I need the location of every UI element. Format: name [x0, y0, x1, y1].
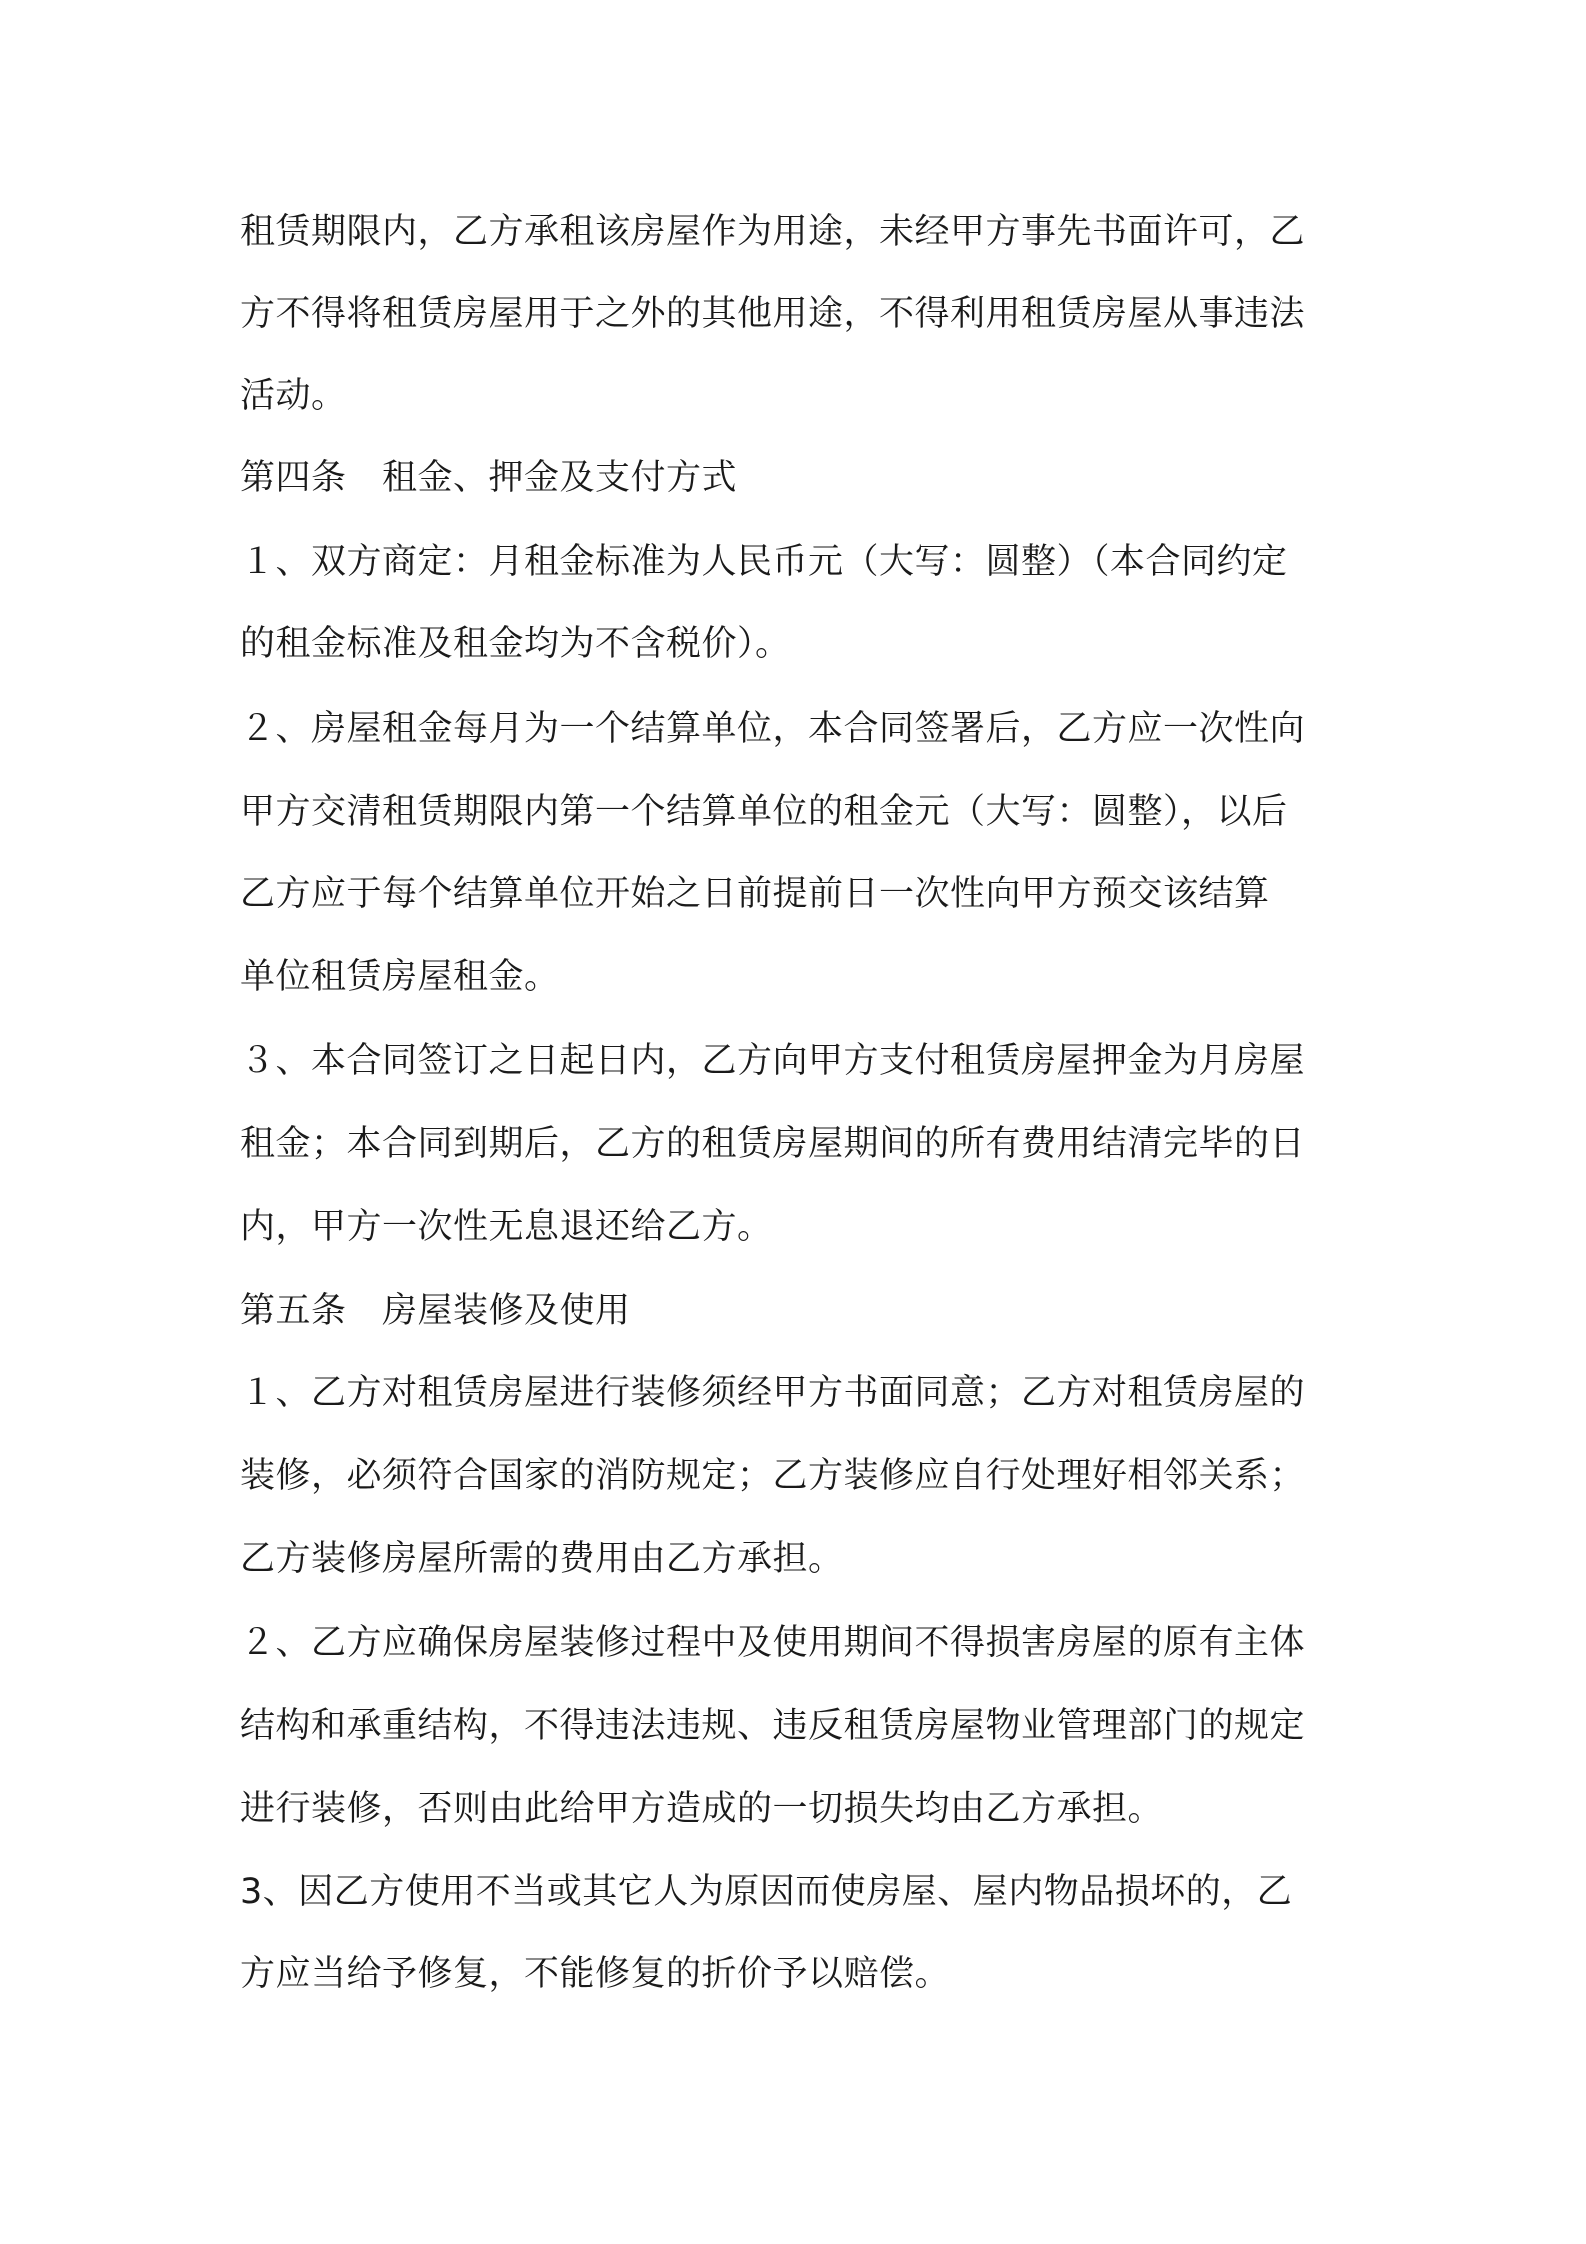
text-line: 活动。: [240, 376, 347, 416]
text-line: 租金；本合同到期后，乙方的租赁房屋期间的所有费用结清完毕的日: [240, 1124, 1306, 1164]
text-line: 装修，必须符合国家的消防规定；乙方装修应自行处理好相邻关系；: [240, 1456, 1306, 1496]
text-line: 乙方装修房屋所需的费用由乙方承担。: [240, 1539, 844, 1579]
text-line: 内，甲方一次性无息退还给乙方。: [240, 1207, 773, 1247]
text-line: ３、本合同签订之日起日内，乙方向甲方支付租赁房屋押金为月房屋: [240, 1041, 1306, 1081]
text-line: ２、房屋租金每月为一个结算单位，本合同签署后，乙方应一次性向: [240, 709, 1306, 749]
text-line: 进行装修，否则由此给甲方造成的一切损失均由乙方承担。: [240, 1789, 1164, 1829]
text-line: 方不得将租赁房屋用于之外的其他用途，不得利用租赁房屋从事违法: [240, 294, 1306, 334]
text-line: 方应当给予修复，不能修复的折价予以赔偿。: [240, 1954, 951, 1994]
text-line: 甲方交清租赁期限内第一个结算单位的租金元（大写：圆整），以后: [240, 792, 1288, 832]
section-heading: 第四条 租金、押金及支付方式: [240, 458, 738, 498]
text-line: 结构和承重结构，不得违法违规、违反租赁房屋物业管理部门的规定: [240, 1706, 1306, 1746]
section-heading: 第五条 房屋装修及使用: [240, 1291, 631, 1331]
text-line: 租赁期限内，乙方承租该房屋作为用途，未经甲方事先书面许可，乙: [240, 212, 1306, 252]
text-line: 单位租赁房屋租金。: [240, 957, 560, 997]
text-line: １、乙方对租赁房屋进行装修须经甲方书面同意；乙方对租赁房屋的: [240, 1373, 1306, 1413]
text-line: １、双方商定：月租金标准为人民币元（大写：圆整）（本合同约定: [240, 542, 1288, 582]
text-line: ２、乙方应确保房屋装修过程中及使用期间不得损害房屋的原有主体: [240, 1623, 1306, 1663]
text-line: 的租金标准及租金均为不含税价）。: [240, 624, 791, 664]
text-line: 乙方应于每个结算单位开始之日前提前日一次性向甲方预交该结算: [240, 874, 1270, 914]
text-line: 3、因乙方使用不当或其它人为原因而使房屋、屋内物品损坏的，乙: [240, 1872, 1293, 1912]
